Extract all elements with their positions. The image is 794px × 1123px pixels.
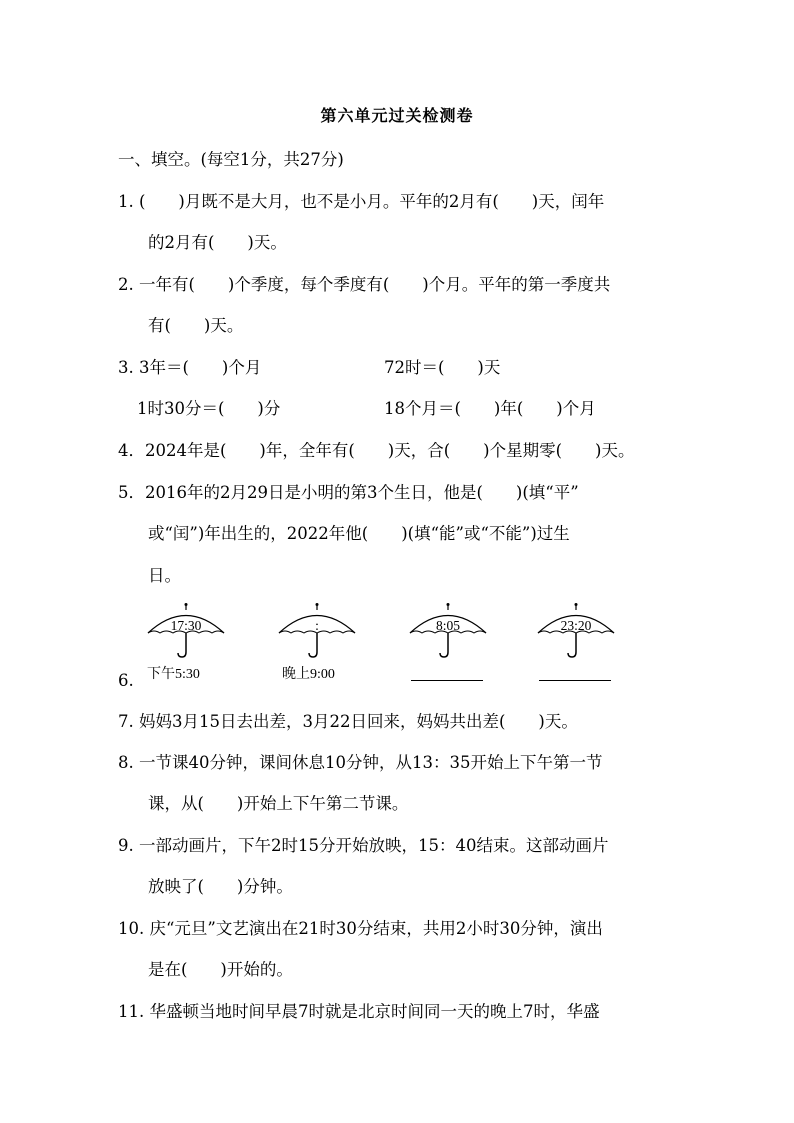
question-5-line-1: 5．2016年的2月29日是小明的第3个生日，他是( )(填“平”	[118, 483, 579, 502]
umbrella-1-time: 17:30	[170, 618, 202, 633]
question-10-line-2: 是在( )开始的。	[148, 960, 293, 979]
question-5-line-3: 日。	[148, 566, 181, 585]
question-3-item-a: 3. 3年＝( )个月	[118, 358, 262, 377]
question-4: 4．2024年是( )年，全年有( )天，合( )个星期零( )天。	[118, 441, 635, 460]
question-10-line-1: 10. 庆“元旦”文艺演出在21时30分结束，共用2小时30分钟，演出	[118, 919, 603, 938]
question-5-line-2: 或“闰”)年出生的，2022年他( )(填“能”或“不能”)过生	[148, 524, 570, 543]
question-1-line-1: 1. ( )月既不是大月，也不是小月。平年的2月有( )天，闰年	[118, 192, 605, 211]
umbrella-2-caption: 晚上9:00	[282, 667, 335, 682]
question-7: 7. 妈妈3月15日去出差，3月22日回来，妈妈共出差( )天。	[118, 712, 578, 731]
umbrella-4-time: 23:20	[560, 618, 592, 633]
section-heading: 一、填空。(每空1分，共27分)	[118, 150, 344, 169]
umbrella-4	[535, 602, 617, 662]
question-11-line-1: 11. 华盛顿当地时间早晨7时就是北京时间同一天的晚上7时，华盛	[118, 1002, 600, 1021]
umbrella-1-caption: 下午5:30	[147, 667, 200, 682]
umbrella-4-answer-blank[interactable]	[539, 680, 611, 681]
umbrella-3-answer-blank[interactable]	[411, 680, 483, 681]
umbrella-3	[407, 602, 489, 662]
page-title: 第六单元过关检测卷	[320, 106, 474, 125]
question-8-line-1: 8. 一节课40分钟，课间休息10分钟，从13：35开始上下午第一节	[118, 753, 603, 772]
question-3-item-b: 72时＝( )天	[384, 358, 501, 377]
umbrella-3-time: 8:05	[435, 618, 460, 633]
question-8-line-2: 课，从( )开始上下午第二节课。	[148, 794, 409, 813]
question-9-line-2: 放映了( )分钟。	[148, 877, 293, 896]
umbrella-1	[145, 602, 227, 662]
umbrella-2-time: :	[315, 618, 319, 633]
question-3-item-c: 1时30分＝( )分	[137, 399, 281, 418]
question-2-line-2: 有( )天。	[148, 316, 244, 335]
question-1-line-2: 的2月有( )天。	[148, 233, 287, 252]
question-6-number: 6.	[118, 671, 134, 690]
question-2-line-1: 2. 一年有( )个季度，每个季度有( )个月。平年的第一季度共	[118, 275, 611, 294]
umbrella-2	[276, 602, 358, 662]
question-3-item-d: 18个月＝( )年( )个月	[384, 399, 596, 418]
question-9-line-1: 9. 一部动画片，下午2时15分开始放映，15：40结束。这部动画片	[118, 836, 609, 855]
